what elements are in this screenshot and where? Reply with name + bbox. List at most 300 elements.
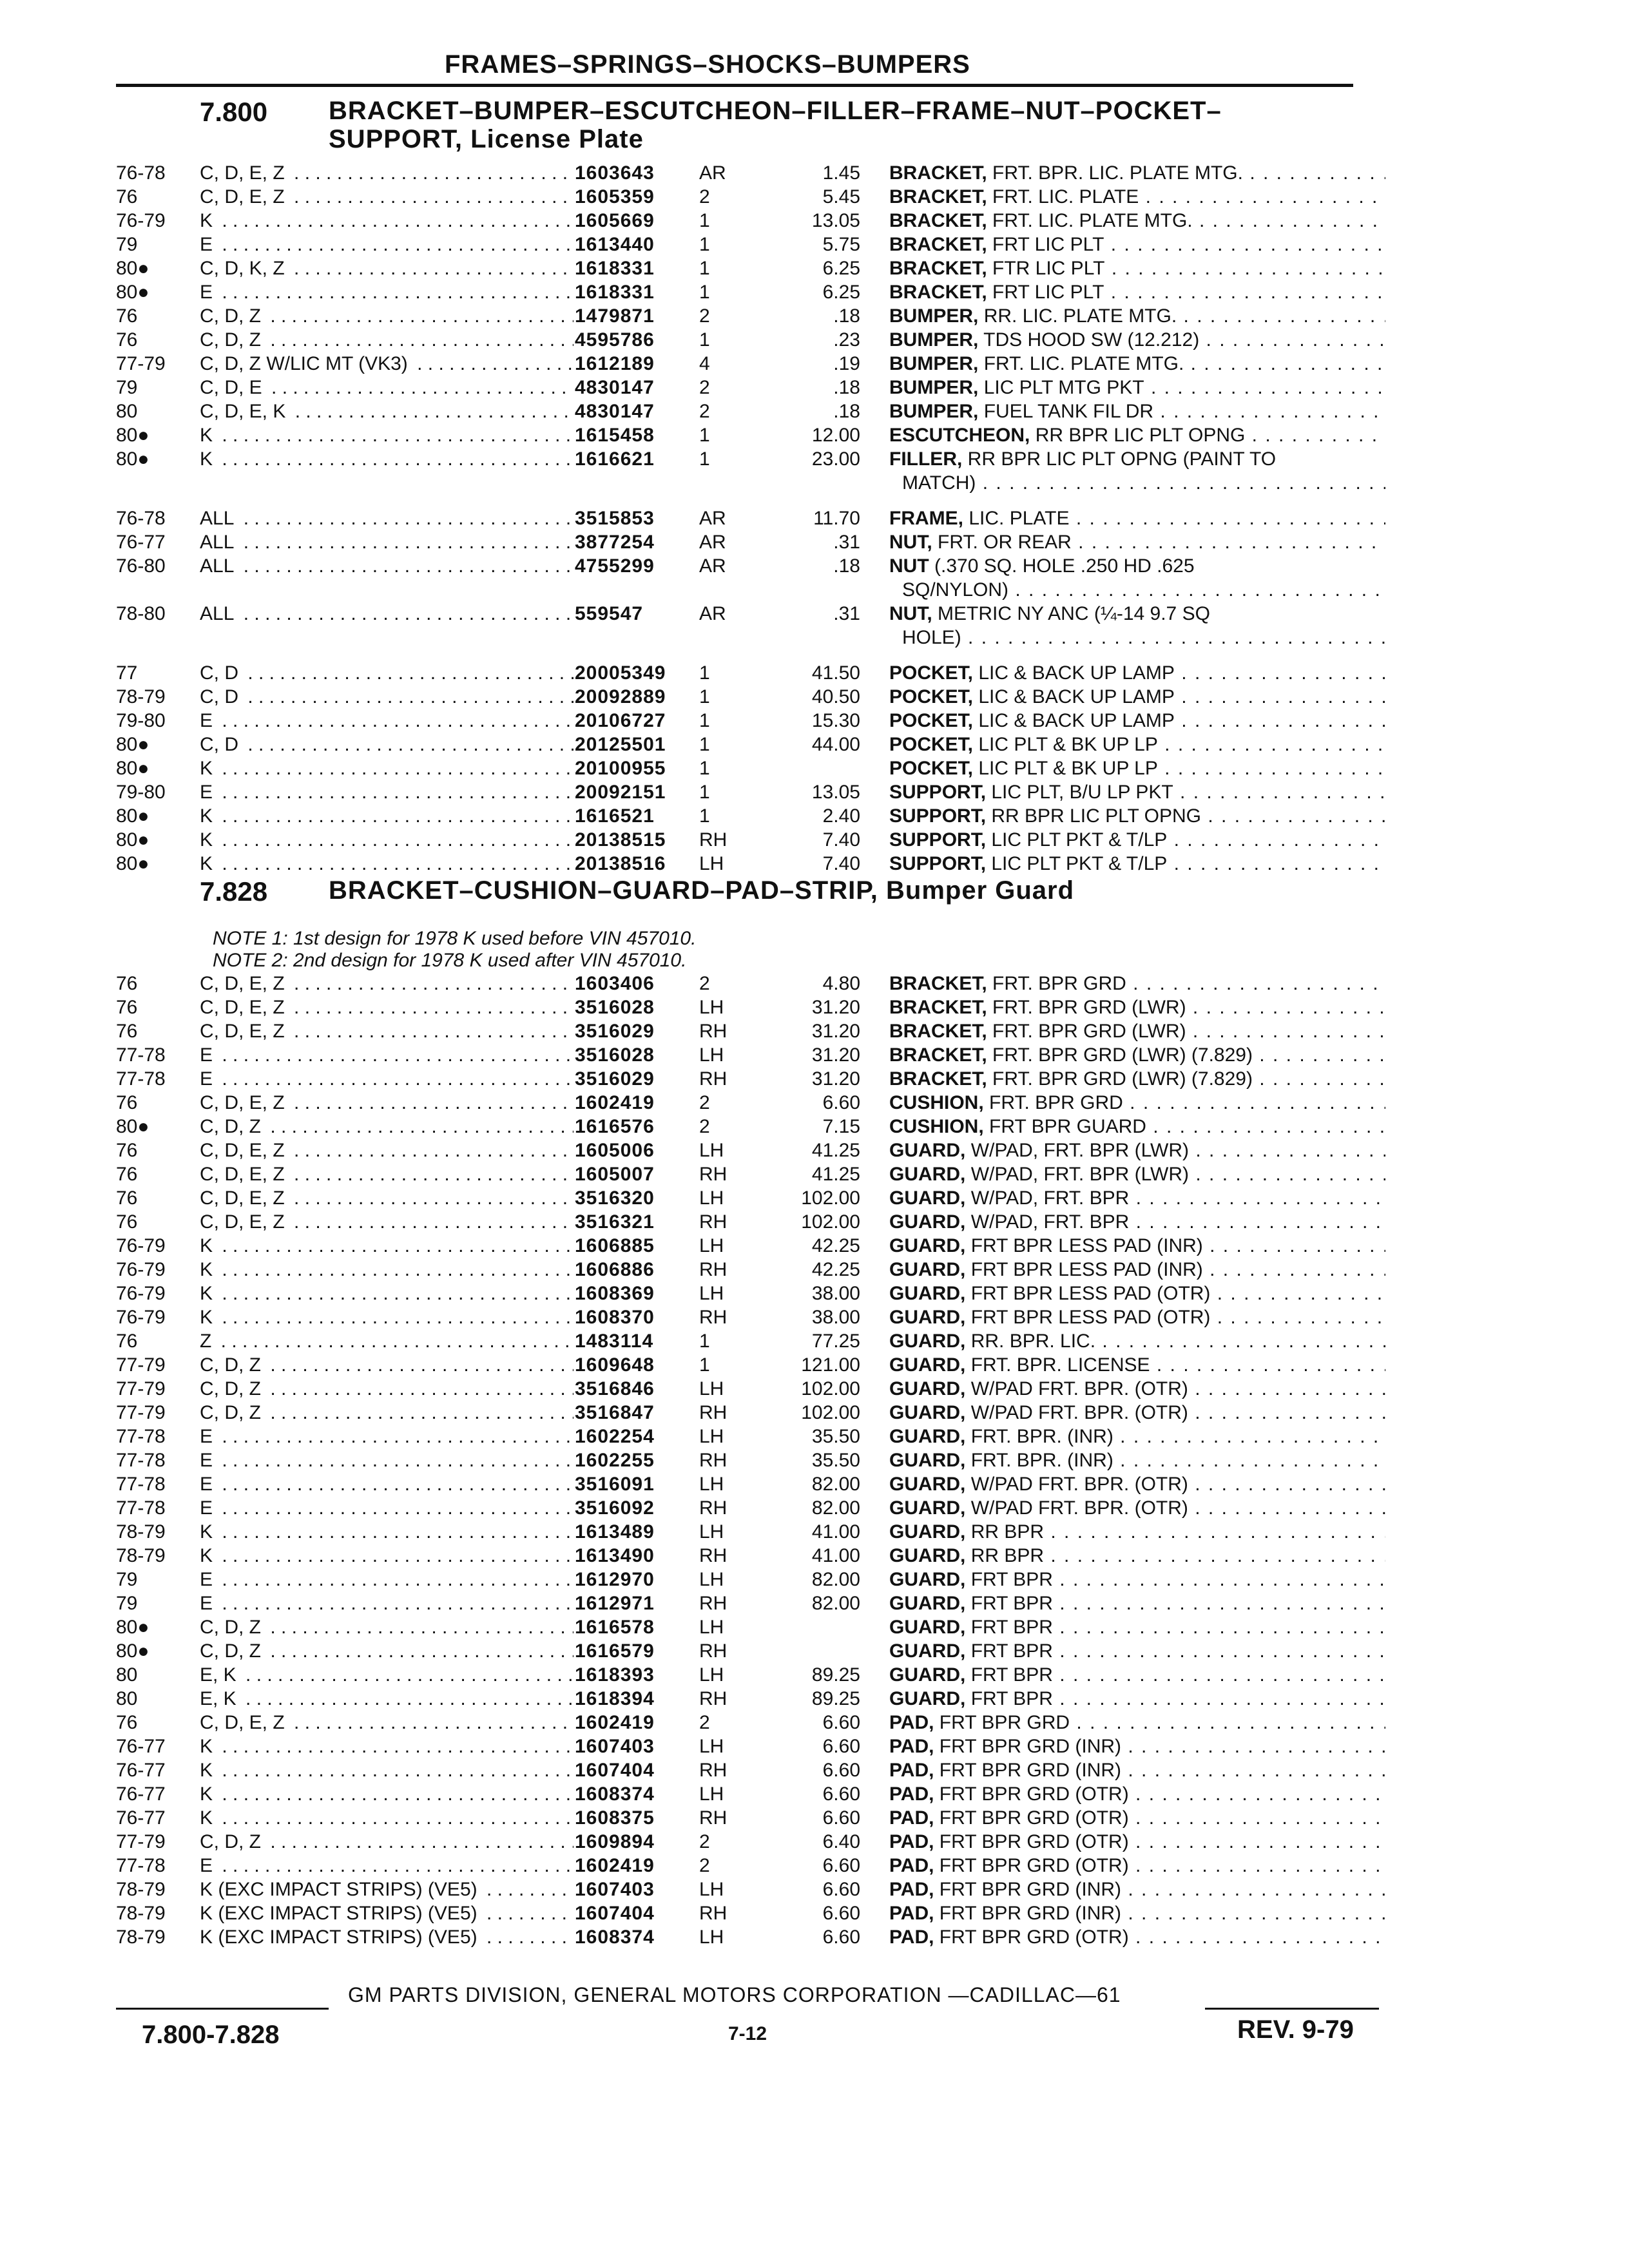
application	[200, 780, 574, 804]
quantity: 1	[699, 805, 710, 827]
description-noun: POCKET,	[889, 710, 974, 731]
table-row	[116, 1925, 1385, 1949]
model-years: 80	[116, 401, 138, 422]
description-line	[889, 530, 1385, 554]
quantity: 2	[699, 1831, 710, 1852]
model-years: 76-78	[116, 162, 166, 184]
table-row	[116, 804, 1385, 828]
quantity: AR	[699, 555, 726, 577]
application-text: E	[200, 1068, 217, 1090]
description-noun: GUARD,	[889, 1235, 966, 1256]
application-text: ALL	[200, 555, 238, 577]
application-text: K (EXC IMPACT STRIPS) (VE5)	[200, 1903, 481, 1924]
application	[200, 1496, 574, 1520]
description	[889, 447, 1385, 495]
application-text: C, D, Z	[200, 1640, 265, 1662]
quantity: 1	[699, 1331, 710, 1352]
description-noun: BUMPER,	[889, 377, 979, 398]
description-line	[889, 1758, 1385, 1782]
table-row	[116, 1019, 1385, 1043]
price: 6.60	[822, 1783, 860, 1805]
application	[200, 602, 574, 626]
price: 82.00	[811, 1593, 860, 1614]
part-number: 1618394	[575, 1688, 655, 1709]
description-detail: LIC PLT MTG PKT	[983, 377, 1144, 398]
description	[889, 1115, 1385, 1139]
model-years: 79-80	[116, 710, 166, 731]
description-noun: NUT	[889, 555, 929, 577]
application-text: K	[200, 1736, 217, 1757]
section-title-line: BRACKET–BUMPER–ESCUTCHEON–FILLER–FRAME–NUT–POCKET–	[329, 97, 1222, 125]
model-years: 78-80	[116, 603, 166, 624]
description	[889, 1639, 1385, 1663]
section-title	[329, 876, 1074, 905]
model-years: 77-78	[116, 1044, 166, 1066]
price: 41.25	[811, 1164, 860, 1185]
part-number: 1479871	[575, 305, 655, 327]
application	[200, 1067, 574, 1091]
price: .18	[833, 305, 860, 327]
description	[889, 1186, 1385, 1210]
description	[889, 1019, 1385, 1043]
part-number: 20092889	[575, 686, 666, 707]
description-detail: FRT BPR GRD (OTR)	[939, 1927, 1129, 1948]
application-text: E, K	[200, 1688, 240, 1709]
application	[200, 185, 574, 209]
description-line	[889, 1067, 1385, 1091]
application	[200, 256, 574, 280]
section-heading	[116, 876, 1385, 928]
description-detail: FRT. BPR GRD (LWR)	[992, 1021, 1186, 1042]
section-note: NOTE 2: 2nd design for 1978 K used after VIN 457010.	[213, 950, 687, 971]
description	[889, 780, 1385, 804]
application-text: C, D, E, Z	[200, 1092, 289, 1113]
price: 40.50	[811, 686, 860, 707]
description-line	[889, 780, 1385, 804]
description	[889, 1711, 1385, 1735]
description-detail: W/PAD, FRT. BPR (LWR)	[970, 1140, 1190, 1161]
quantity: LH	[699, 1378, 724, 1399]
part-number: 1608370	[575, 1307, 655, 1328]
table-row	[116, 1425, 1385, 1448]
description-detail: METRIC NY ANC (¼-14 9.7 SQ	[938, 603, 1210, 624]
description-noun: GUARD,	[889, 1450, 966, 1471]
price: 7.40	[822, 829, 860, 850]
description-detail: FRT BPR	[970, 1569, 1053, 1590]
price: .18	[833, 401, 860, 422]
part-number: 1612971	[575, 1593, 655, 1614]
application-text: K	[200, 1283, 217, 1304]
description-detail: FRT. BPR GRD (LWR)	[992, 997, 1186, 1018]
quantity: 1	[699, 210, 710, 231]
price: 6.60	[822, 1879, 860, 1900]
description-detail: FRT BPR GRD (OTR)	[939, 1831, 1129, 1852]
model-years: 77-78	[116, 1474, 166, 1495]
description-line	[889, 1377, 1385, 1401]
description-noun: PAD,	[889, 1712, 934, 1733]
description	[889, 1282, 1385, 1305]
model-years: 80●	[116, 853, 149, 874]
description-noun: GUARD,	[889, 1331, 966, 1352]
description	[889, 828, 1385, 852]
application-text: E	[200, 1497, 217, 1519]
application	[200, 1568, 574, 1591]
description	[889, 1878, 1385, 1901]
description-detail: LIC. PLATE	[969, 508, 1070, 529]
application	[200, 1139, 574, 1162]
application-text: C, D, Z	[200, 1354, 265, 1376]
description-noun: BRACKET,	[889, 282, 987, 303]
part-number: 1602254	[575, 1426, 655, 1447]
description	[889, 1758, 1385, 1782]
footer-rule-right	[1205, 2008, 1379, 2010]
table-row	[116, 1329, 1385, 1353]
price: 42.25	[811, 1235, 860, 1256]
description-line	[889, 554, 1385, 578]
part-number: 1605006	[575, 1140, 655, 1161]
price: 31.20	[811, 1068, 860, 1090]
application	[200, 685, 574, 709]
table-row	[116, 1282, 1385, 1305]
model-years: 80●	[116, 448, 149, 470]
table-row	[116, 256, 1385, 280]
price: 41.00	[811, 1545, 860, 1566]
description-line	[889, 1425, 1385, 1448]
description-line	[889, 1043, 1385, 1067]
table-row	[116, 304, 1385, 328]
quantity: 1	[699, 448, 710, 470]
description-detail: FRT. OR REAR	[938, 532, 1072, 553]
description-detail: FRT BPR LESS PAD (OTR)	[970, 1307, 1211, 1328]
model-years: 76-79	[116, 1235, 166, 1256]
model-years: 78-79	[116, 1545, 166, 1566]
description-detail: FRT BPR GRD (INR)	[939, 1879, 1122, 1900]
description-noun: POCKET,	[889, 758, 974, 779]
quantity: AR	[699, 532, 726, 553]
description-line	[889, 185, 1385, 209]
quantity: RH	[699, 1450, 728, 1471]
description-detail: LIC & BACK UP LAMP	[978, 686, 1175, 707]
model-years: 80●	[116, 1617, 149, 1638]
description-detail: RR BPR	[970, 1545, 1045, 1566]
model-years: 76-77	[116, 1760, 166, 1781]
description	[889, 304, 1385, 328]
description	[889, 995, 1385, 1019]
description	[889, 685, 1385, 709]
quantity: 1	[699, 758, 710, 779]
description-detail: W/PAD FRT. BPR. (OTR)	[970, 1497, 1188, 1519]
application-text: C, D, Z	[200, 329, 265, 351]
table-row	[116, 1735, 1385, 1758]
quantity: LH	[699, 1474, 724, 1495]
part-number: 1607403	[575, 1736, 655, 1757]
model-years: 77-79	[116, 353, 166, 374]
application	[200, 1520, 574, 1544]
description	[889, 352, 1385, 376]
model-years: 76	[116, 1164, 138, 1185]
part-number: 20092151	[575, 782, 666, 803]
application-text: K	[200, 1760, 217, 1781]
description-noun: NUT,	[889, 532, 932, 553]
quantity: RH	[699, 1259, 728, 1280]
description	[889, 1544, 1385, 1568]
description-noun: GUARD,	[889, 1211, 966, 1233]
application-text: C, D, E, Z	[200, 1712, 289, 1733]
model-years: 76	[116, 973, 138, 994]
description-detail: RR BPR	[970, 1521, 1045, 1542]
description-line	[889, 828, 1385, 852]
description-noun: BRACKET,	[889, 210, 987, 231]
table-row	[116, 1711, 1385, 1735]
description	[889, 530, 1385, 554]
quantity: RH	[699, 1903, 728, 1924]
quantity: RH	[699, 1307, 728, 1328]
table-row	[116, 1806, 1385, 1830]
application-text: C, D	[200, 686, 242, 707]
quantity: 1	[699, 425, 710, 446]
application	[200, 399, 574, 423]
price: 82.00	[811, 1497, 860, 1519]
quantity: 1	[699, 258, 710, 279]
description-line	[889, 1472, 1385, 1496]
table-row	[116, 1472, 1385, 1496]
application-text: K	[200, 1783, 217, 1805]
part-number: 3516092	[575, 1497, 655, 1519]
description-line	[889, 1091, 1385, 1115]
quantity: AR	[699, 603, 726, 624]
part-number: 1602255	[575, 1450, 655, 1471]
description-detail: FTR LIC PLT	[992, 258, 1105, 279]
part-number: 4830147	[575, 377, 655, 398]
description	[889, 1830, 1385, 1854]
price: 6.60	[822, 1855, 860, 1876]
description-noun: GUARD,	[889, 1569, 966, 1590]
description-detail: RR. LIC. PLATE MTG.	[983, 305, 1177, 327]
description-noun: SUPPORT,	[889, 782, 987, 803]
description	[889, 554, 1385, 602]
description-line	[889, 1687, 1385, 1711]
table-row	[116, 1115, 1385, 1139]
part-number: 1616578	[575, 1617, 655, 1638]
model-years: 76-78	[116, 508, 166, 529]
description-detail: W/PAD FRT. BPR. (OTR)	[970, 1402, 1188, 1423]
description-line	[889, 1591, 1385, 1615]
price: 2.40	[822, 805, 860, 827]
description-line	[889, 1305, 1385, 1329]
description-line	[889, 1139, 1385, 1162]
application	[200, 447, 574, 471]
price: .19	[833, 353, 860, 374]
description-detail: FRT. BPR. LICENSE	[970, 1354, 1150, 1376]
description-noun: PAD,	[889, 1927, 934, 1948]
model-years: 76	[116, 1187, 138, 1209]
page-title: FRAMES–SPRINGS–SHOCKS–BUMPERS	[445, 50, 970, 79]
description-noun: GUARD,	[889, 1140, 966, 1161]
description-line	[889, 352, 1385, 376]
part-number: 1616621	[575, 448, 655, 470]
description-detail: FRT BPR	[970, 1640, 1053, 1662]
application	[200, 1615, 574, 1639]
description-noun: GUARD,	[889, 1307, 966, 1328]
part-number: 1618331	[575, 258, 655, 279]
description	[889, 1496, 1385, 1520]
table-row	[116, 1878, 1385, 1901]
table-row	[116, 1162, 1385, 1186]
model-years: 78-79	[116, 1879, 166, 1900]
description-detail: FRT. BPR GRD (LWR) (7.829)	[992, 1044, 1253, 1066]
model-years: 76	[116, 1140, 138, 1161]
table-row	[116, 1234, 1385, 1258]
description-noun: BUMPER,	[889, 329, 979, 351]
part-number: 3877254	[575, 532, 655, 553]
description	[889, 1329, 1385, 1353]
application	[200, 1735, 574, 1758]
description-line	[889, 161, 1385, 185]
description	[889, 1043, 1385, 1067]
description-noun: BUMPER,	[889, 401, 979, 422]
table-row	[116, 1591, 1385, 1615]
table-row	[116, 602, 1385, 649]
application-text: Z	[200, 1331, 215, 1352]
description-detail: FRT BPR GRD (OTR)	[939, 1855, 1129, 1876]
description-detail: RR BPR LIC PLT OPNG (PAINT TO	[967, 448, 1277, 470]
table-row	[116, 376, 1385, 399]
part-number: 1602419	[575, 1092, 655, 1113]
application-text: E	[200, 1593, 217, 1614]
model-years: 80●	[116, 758, 149, 779]
quantity: LH	[699, 1927, 724, 1948]
quantity: LH	[699, 1783, 724, 1805]
description-line	[889, 447, 1385, 471]
price: 31.20	[811, 997, 860, 1018]
description-line	[889, 852, 1385, 876]
section-subtitle: Bumper Guard	[886, 876, 1075, 905]
application-text: ALL	[200, 603, 238, 624]
description	[889, 852, 1385, 876]
description-noun: GUARD,	[889, 1640, 966, 1662]
quantity: AR	[699, 162, 726, 184]
quantity: 1	[699, 686, 710, 707]
description-line	[889, 1282, 1385, 1305]
application	[200, 1401, 574, 1425]
description-continuation: SQ/NYLON) . . .	[889, 578, 1385, 602]
description-noun: GUARD,	[889, 1402, 966, 1423]
application	[200, 1758, 574, 1782]
price: 5.75	[822, 234, 860, 255]
description	[889, 972, 1385, 995]
application	[200, 1878, 574, 1901]
description-line	[889, 1639, 1385, 1663]
description-detail: TDS HOOD SW (12.212)	[983, 329, 1200, 351]
application	[200, 161, 574, 185]
table-row	[116, 1139, 1385, 1162]
quantity: LH	[699, 1521, 724, 1542]
description-detail: W/PAD, FRT. BPR (LWR)	[970, 1164, 1190, 1185]
part-number: 3516091	[575, 1474, 655, 1495]
model-years: 79	[116, 1569, 138, 1590]
price: 13.05	[811, 210, 860, 231]
quantity: RH	[699, 1593, 728, 1614]
section-number: 7.828	[200, 876, 268, 907]
model-years: 77	[116, 662, 138, 684]
description-detail: LIC PLT PKT & T/LP	[991, 829, 1168, 850]
part-number: 3516846	[575, 1378, 655, 1399]
application	[200, 233, 574, 256]
description	[889, 506, 1385, 530]
application-text: C, D, Z	[200, 1378, 265, 1399]
description-line	[889, 399, 1385, 423]
part-number: 1613489	[575, 1521, 655, 1542]
table-row	[116, 530, 1385, 554]
application-text: C, D	[200, 734, 242, 755]
table-row	[116, 852, 1385, 876]
description-noun: BRACKET,	[889, 997, 987, 1018]
quantity: RH	[699, 1021, 728, 1042]
description	[889, 1591, 1385, 1615]
quantity: RH	[699, 829, 728, 850]
description-detail: W/PAD, FRT. BPR	[970, 1187, 1130, 1209]
part-number: 1605007	[575, 1164, 655, 1185]
description	[889, 1854, 1385, 1878]
model-years: 78-79	[116, 1927, 166, 1948]
description	[889, 1901, 1385, 1925]
description-line	[889, 1901, 1385, 1925]
description-detail: FRT LIC PLT	[992, 282, 1104, 303]
application	[200, 1472, 574, 1496]
application	[200, 1282, 574, 1305]
application-text: C, D, E, Z	[200, 1021, 289, 1042]
quantity: 2	[699, 1092, 710, 1113]
table-row	[116, 995, 1385, 1019]
description-noun: PAD,	[889, 1879, 934, 1900]
application-text: K	[200, 425, 217, 446]
description	[889, 1353, 1385, 1377]
application-text: E	[200, 1044, 217, 1066]
table-row	[116, 1496, 1385, 1520]
application	[200, 1234, 574, 1258]
application-text: C, D, E, Z	[200, 1164, 289, 1185]
model-years: 80●	[116, 425, 149, 446]
description-detail: FRT. LIC. PLATE MTG.	[992, 210, 1193, 231]
application-text: K	[200, 1307, 217, 1328]
description-noun: BRACKET,	[889, 162, 987, 184]
description	[889, 1305, 1385, 1329]
model-years: 76-77	[116, 532, 166, 553]
application-text: K	[200, 805, 217, 827]
quantity: LH	[699, 1283, 724, 1304]
application-text: E	[200, 282, 217, 303]
description-line	[889, 376, 1385, 399]
application	[200, 1782, 574, 1806]
quantity: 2	[699, 1712, 710, 1733]
description-line	[889, 1520, 1385, 1544]
description-noun: GUARD,	[889, 1545, 966, 1566]
application-text: E	[200, 782, 217, 803]
description-noun: BRACKET,	[889, 258, 987, 279]
application-text: E	[200, 1450, 217, 1471]
description-noun: BUMPER,	[889, 353, 979, 374]
model-years: 78-79	[116, 686, 166, 707]
description-noun: FILLER,	[889, 448, 963, 470]
part-number: 4755299	[575, 555, 655, 577]
description-line	[889, 972, 1385, 995]
application-text: E	[200, 234, 217, 255]
application-text: E, K	[200, 1664, 240, 1686]
part-number: 1607403	[575, 1879, 655, 1900]
application-text: C, D, E	[200, 377, 266, 398]
application-text: K	[200, 210, 217, 231]
application-text: K	[200, 829, 217, 850]
